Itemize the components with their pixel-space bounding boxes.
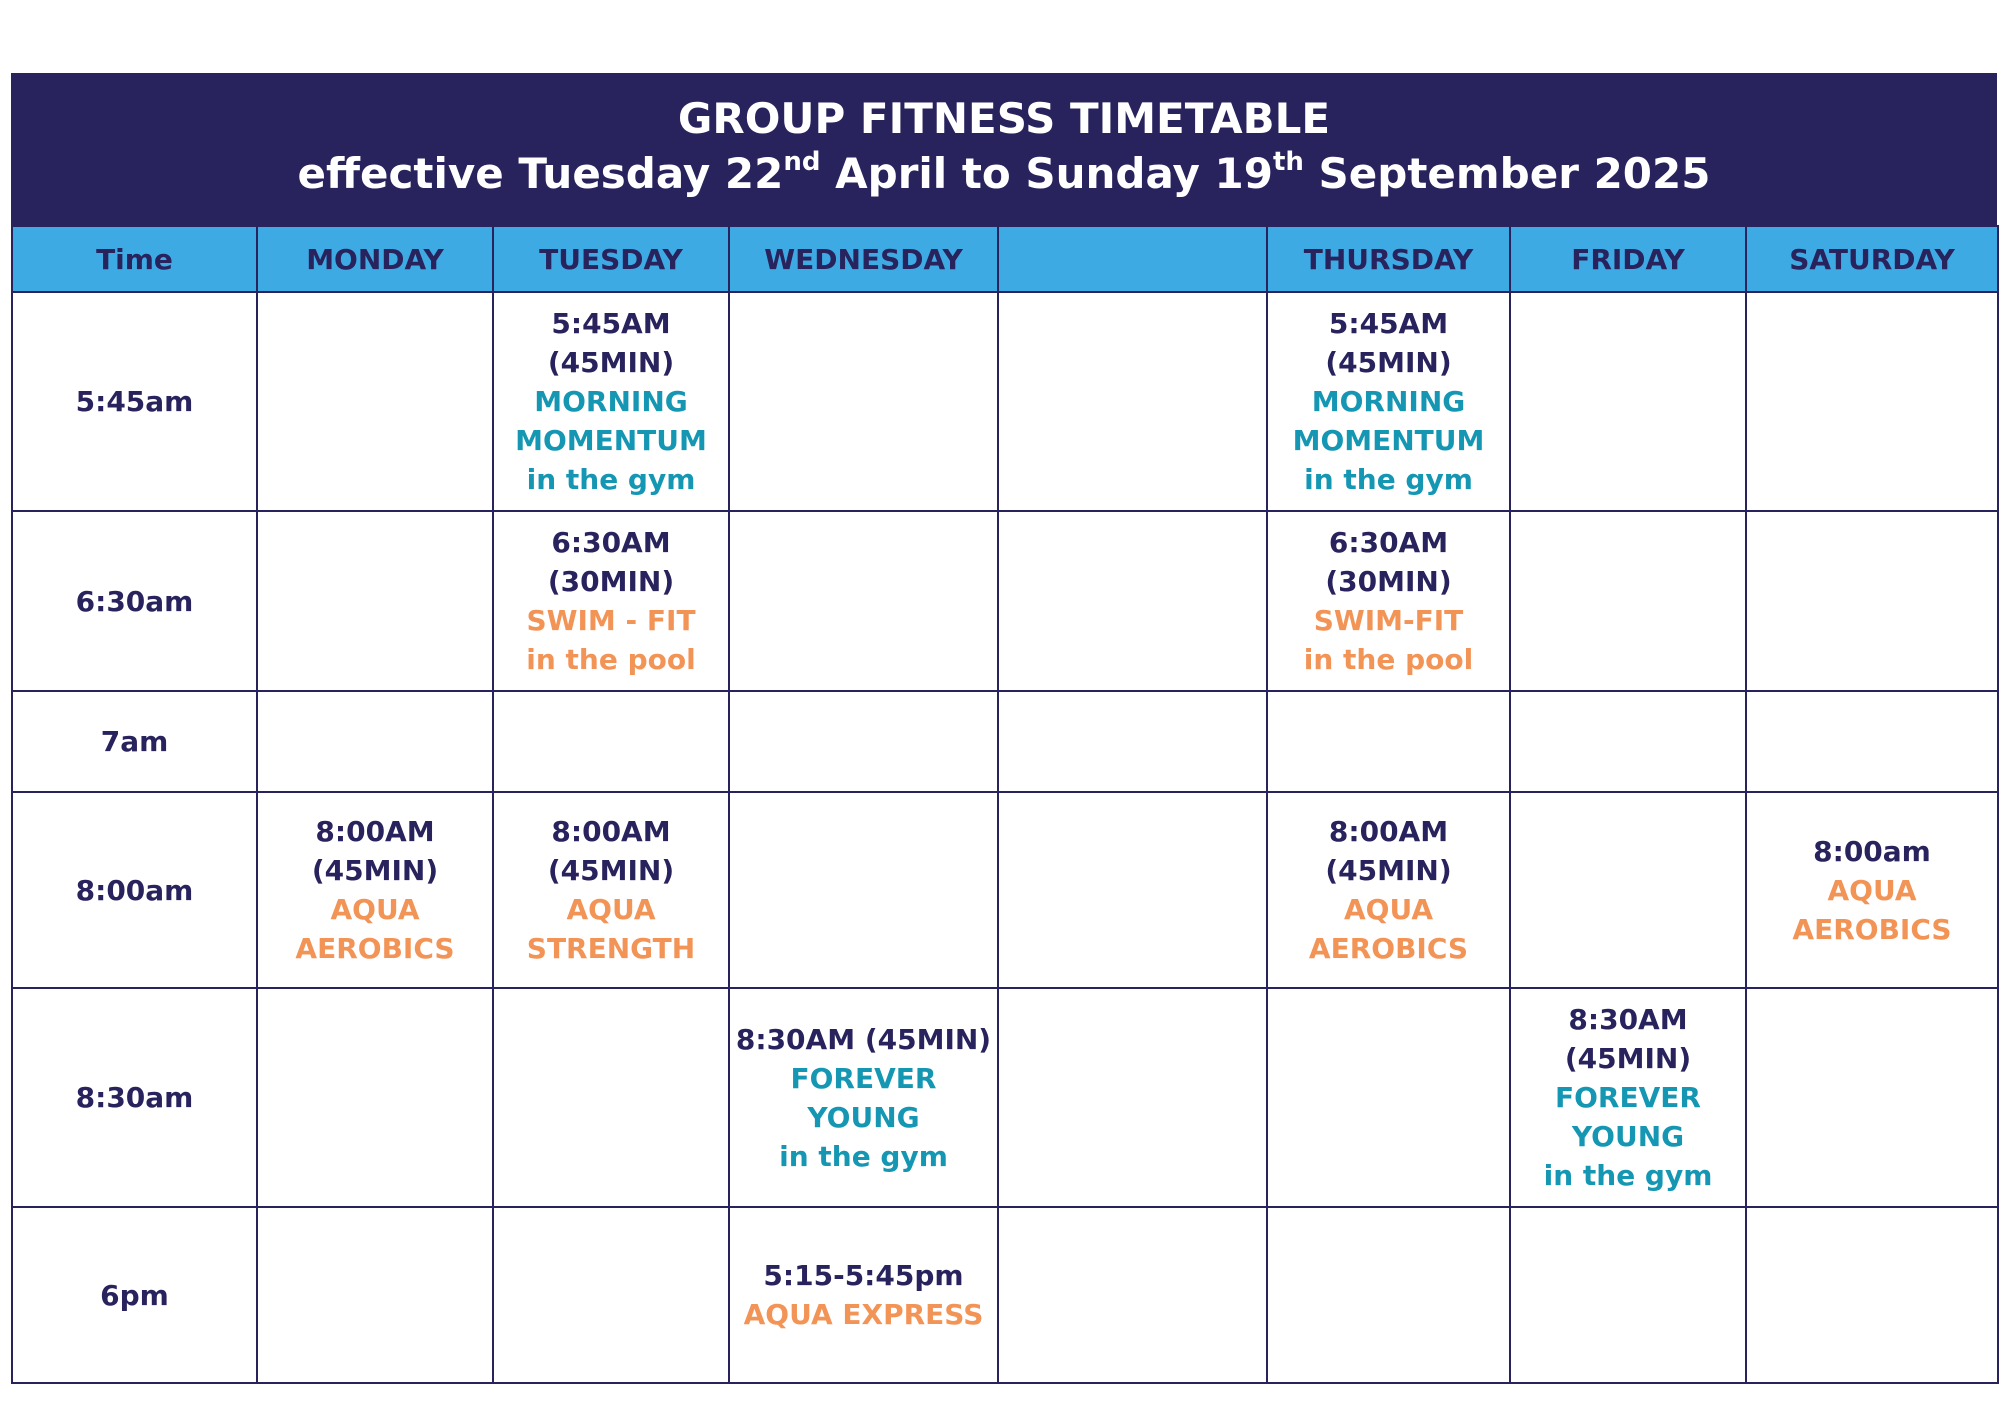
- time-cell: 6pm: [12, 1207, 257, 1383]
- class-line: in the gym: [1304, 463, 1473, 496]
- class-cell-wednesday: [729, 511, 998, 691]
- class-line: 8:00AM: [1328, 815, 1449, 848]
- timetable-body: [12, 292, 1998, 1383]
- class-cell-saturday: [1746, 292, 1998, 511]
- class-cell-monday: [257, 511, 493, 691]
- class-line: 8:00AM: [551, 815, 671, 848]
- class-line: YOUNG: [1571, 1120, 1685, 1153]
- class-cell-tuesday: [493, 292, 729, 511]
- class-cell-friday: [1510, 1207, 1746, 1383]
- timetable-sheet: [11, 73, 1997, 1384]
- class-line: AQUA: [566, 893, 656, 926]
- class-cell-saturday: [1746, 1207, 1998, 1383]
- class-line: (30MIN): [1325, 565, 1452, 598]
- class-line: AQUA EXPRESS: [743, 1298, 984, 1331]
- class-line: AEROBICS: [1308, 932, 1469, 965]
- class-cell-thursday: [1267, 292, 1510, 511]
- table-row: [12, 691, 1998, 792]
- class-cell-blank: [998, 792, 1267, 988]
- time-cell: 6:30am: [12, 511, 257, 691]
- date-suffix-th: th: [1272, 147, 1304, 177]
- header-tuesday: TUESDAY: [493, 226, 729, 292]
- class-cell-monday: [257, 292, 493, 511]
- class-cell-tuesday: [493, 1207, 729, 1383]
- class-line: 8:00AM: [315, 815, 435, 848]
- class-line: 8:00am: [1813, 834, 1931, 868]
- class-line: AEROBICS: [295, 932, 455, 965]
- class-line: YOUNG: [807, 1100, 920, 1134]
- class-line: AQUA: [330, 893, 420, 926]
- class-cell-tuesday: [493, 511, 729, 691]
- class-cell-tuesday: [493, 792, 729, 988]
- class-line: in the gym: [526, 463, 696, 496]
- effective-dates-mid: April to Sunday 19: [820, 149, 1273, 198]
- table-row: [12, 988, 1998, 1207]
- class-cell-blank: [998, 1207, 1267, 1383]
- class-cell-wednesday: [729, 691, 998, 792]
- table-row: [12, 1207, 1998, 1383]
- header-blank: [998, 226, 1267, 292]
- class-cell-monday: [257, 792, 493, 988]
- class-cell-friday: [1510, 988, 1746, 1207]
- class-line: 5:15-5:45pm: [763, 1259, 964, 1292]
- class-cell-blank: [998, 988, 1267, 1207]
- class-cell-blank: [998, 292, 1267, 511]
- table-row: [12, 511, 1998, 691]
- class-line: FOREVER: [790, 1061, 937, 1095]
- class-line: in the pool: [526, 643, 696, 676]
- class-line: (45MIN): [1325, 346, 1452, 379]
- effective-dates: [11, 145, 1997, 203]
- class-cell-monday: [257, 691, 493, 792]
- class-line: AQUA: [1343, 893, 1434, 926]
- class-cell-thursday: [1267, 1207, 1510, 1383]
- class-line: 5:45AM: [551, 307, 671, 340]
- class-line: MORNING: [534, 385, 688, 418]
- class-line: STRENGTH: [526, 932, 696, 965]
- class-cell-monday: [257, 988, 493, 1207]
- class-cell-wednesday: [729, 792, 998, 988]
- class-cell-thursday: [1267, 511, 1510, 691]
- class-cell-tuesday: [493, 691, 729, 792]
- class-line: MOMENTUM: [515, 424, 707, 457]
- class-cell-friday: [1510, 792, 1746, 988]
- class-cell-thursday: [1267, 988, 1510, 1207]
- header-friday: FRIDAY: [1510, 226, 1746, 292]
- class-line: AEROBICS: [1792, 912, 1952, 946]
- class-line: in the pool: [1303, 643, 1474, 676]
- timetable-title: GROUP FITNESS TIMETABLE: [677, 94, 1331, 143]
- class-line: 5:45AM: [1328, 307, 1449, 340]
- class-line: MORNING: [1311, 385, 1466, 418]
- class-line: SWIM-FIT: [1313, 604, 1464, 637]
- table-row: [12, 792, 1998, 988]
- effective-dates-start: effective Tuesday 22: [297, 149, 784, 198]
- class-line: in the gym: [1543, 1159, 1713, 1192]
- title-banner: [11, 73, 1997, 225]
- class-line: 8:30AM: [1568, 1003, 1688, 1036]
- class-line: (45MIN): [547, 854, 675, 887]
- class-cell-saturday: [1746, 792, 1998, 988]
- class-line: 8:30AM (45MIN): [735, 1022, 992, 1056]
- class-line: (45MIN): [1564, 1042, 1692, 1075]
- header-thursday: THURSDAY: [1267, 226, 1510, 292]
- header-time: Time: [12, 226, 257, 292]
- effective-dates-end: September 2025: [1303, 149, 1711, 198]
- header-wednesday: WEDNESDAY: [729, 226, 998, 292]
- class-cell-blank: [998, 691, 1267, 792]
- class-cell-monday: [257, 1207, 493, 1383]
- class-cell-wednesday: [729, 1207, 998, 1383]
- header-monday: MONDAY: [257, 226, 493, 292]
- class-line: (45MIN): [311, 854, 439, 887]
- class-line: 6:30AM: [1328, 526, 1449, 559]
- class-cell-friday: [1510, 511, 1746, 691]
- time-cell: 8:00am: [12, 792, 257, 988]
- class-line: (45MIN): [547, 346, 675, 379]
- class-cell-friday: [1510, 292, 1746, 511]
- timetable-grid: [11, 225, 1999, 1384]
- class-line: 6:30AM: [551, 526, 671, 559]
- class-cell-saturday: [1746, 691, 1998, 792]
- header-row: [12, 226, 1998, 292]
- class-line: in the gym: [779, 1139, 948, 1173]
- time-cell: 5:45am: [12, 292, 257, 511]
- class-cell-blank: [998, 511, 1267, 691]
- class-cell-friday: [1510, 691, 1746, 792]
- class-line: MOMENTUM: [1292, 424, 1485, 457]
- class-line: (45MIN): [1325, 854, 1452, 887]
- time-cell: 8:30am: [12, 988, 257, 1207]
- class-cell-tuesday: [493, 988, 729, 1207]
- class-line: AQUA: [1827, 873, 1917, 907]
- class-cell-saturday: [1746, 988, 1998, 1207]
- class-cell-wednesday: [729, 292, 998, 511]
- class-cell-saturday: [1746, 511, 1998, 691]
- class-cell-thursday: [1267, 792, 1510, 988]
- class-cell-wednesday: [729, 988, 998, 1207]
- header-saturday: SATURDAY: [1746, 226, 1998, 292]
- class-cell-thursday: [1267, 691, 1510, 792]
- class-line: SWIM - FIT: [526, 604, 696, 637]
- time-cell: 7am: [12, 691, 257, 792]
- class-line: (30MIN): [547, 565, 675, 598]
- date-suffix-nd: nd: [783, 147, 821, 177]
- class-line: FOREVER: [1555, 1081, 1701, 1114]
- table-row: [12, 292, 1998, 511]
